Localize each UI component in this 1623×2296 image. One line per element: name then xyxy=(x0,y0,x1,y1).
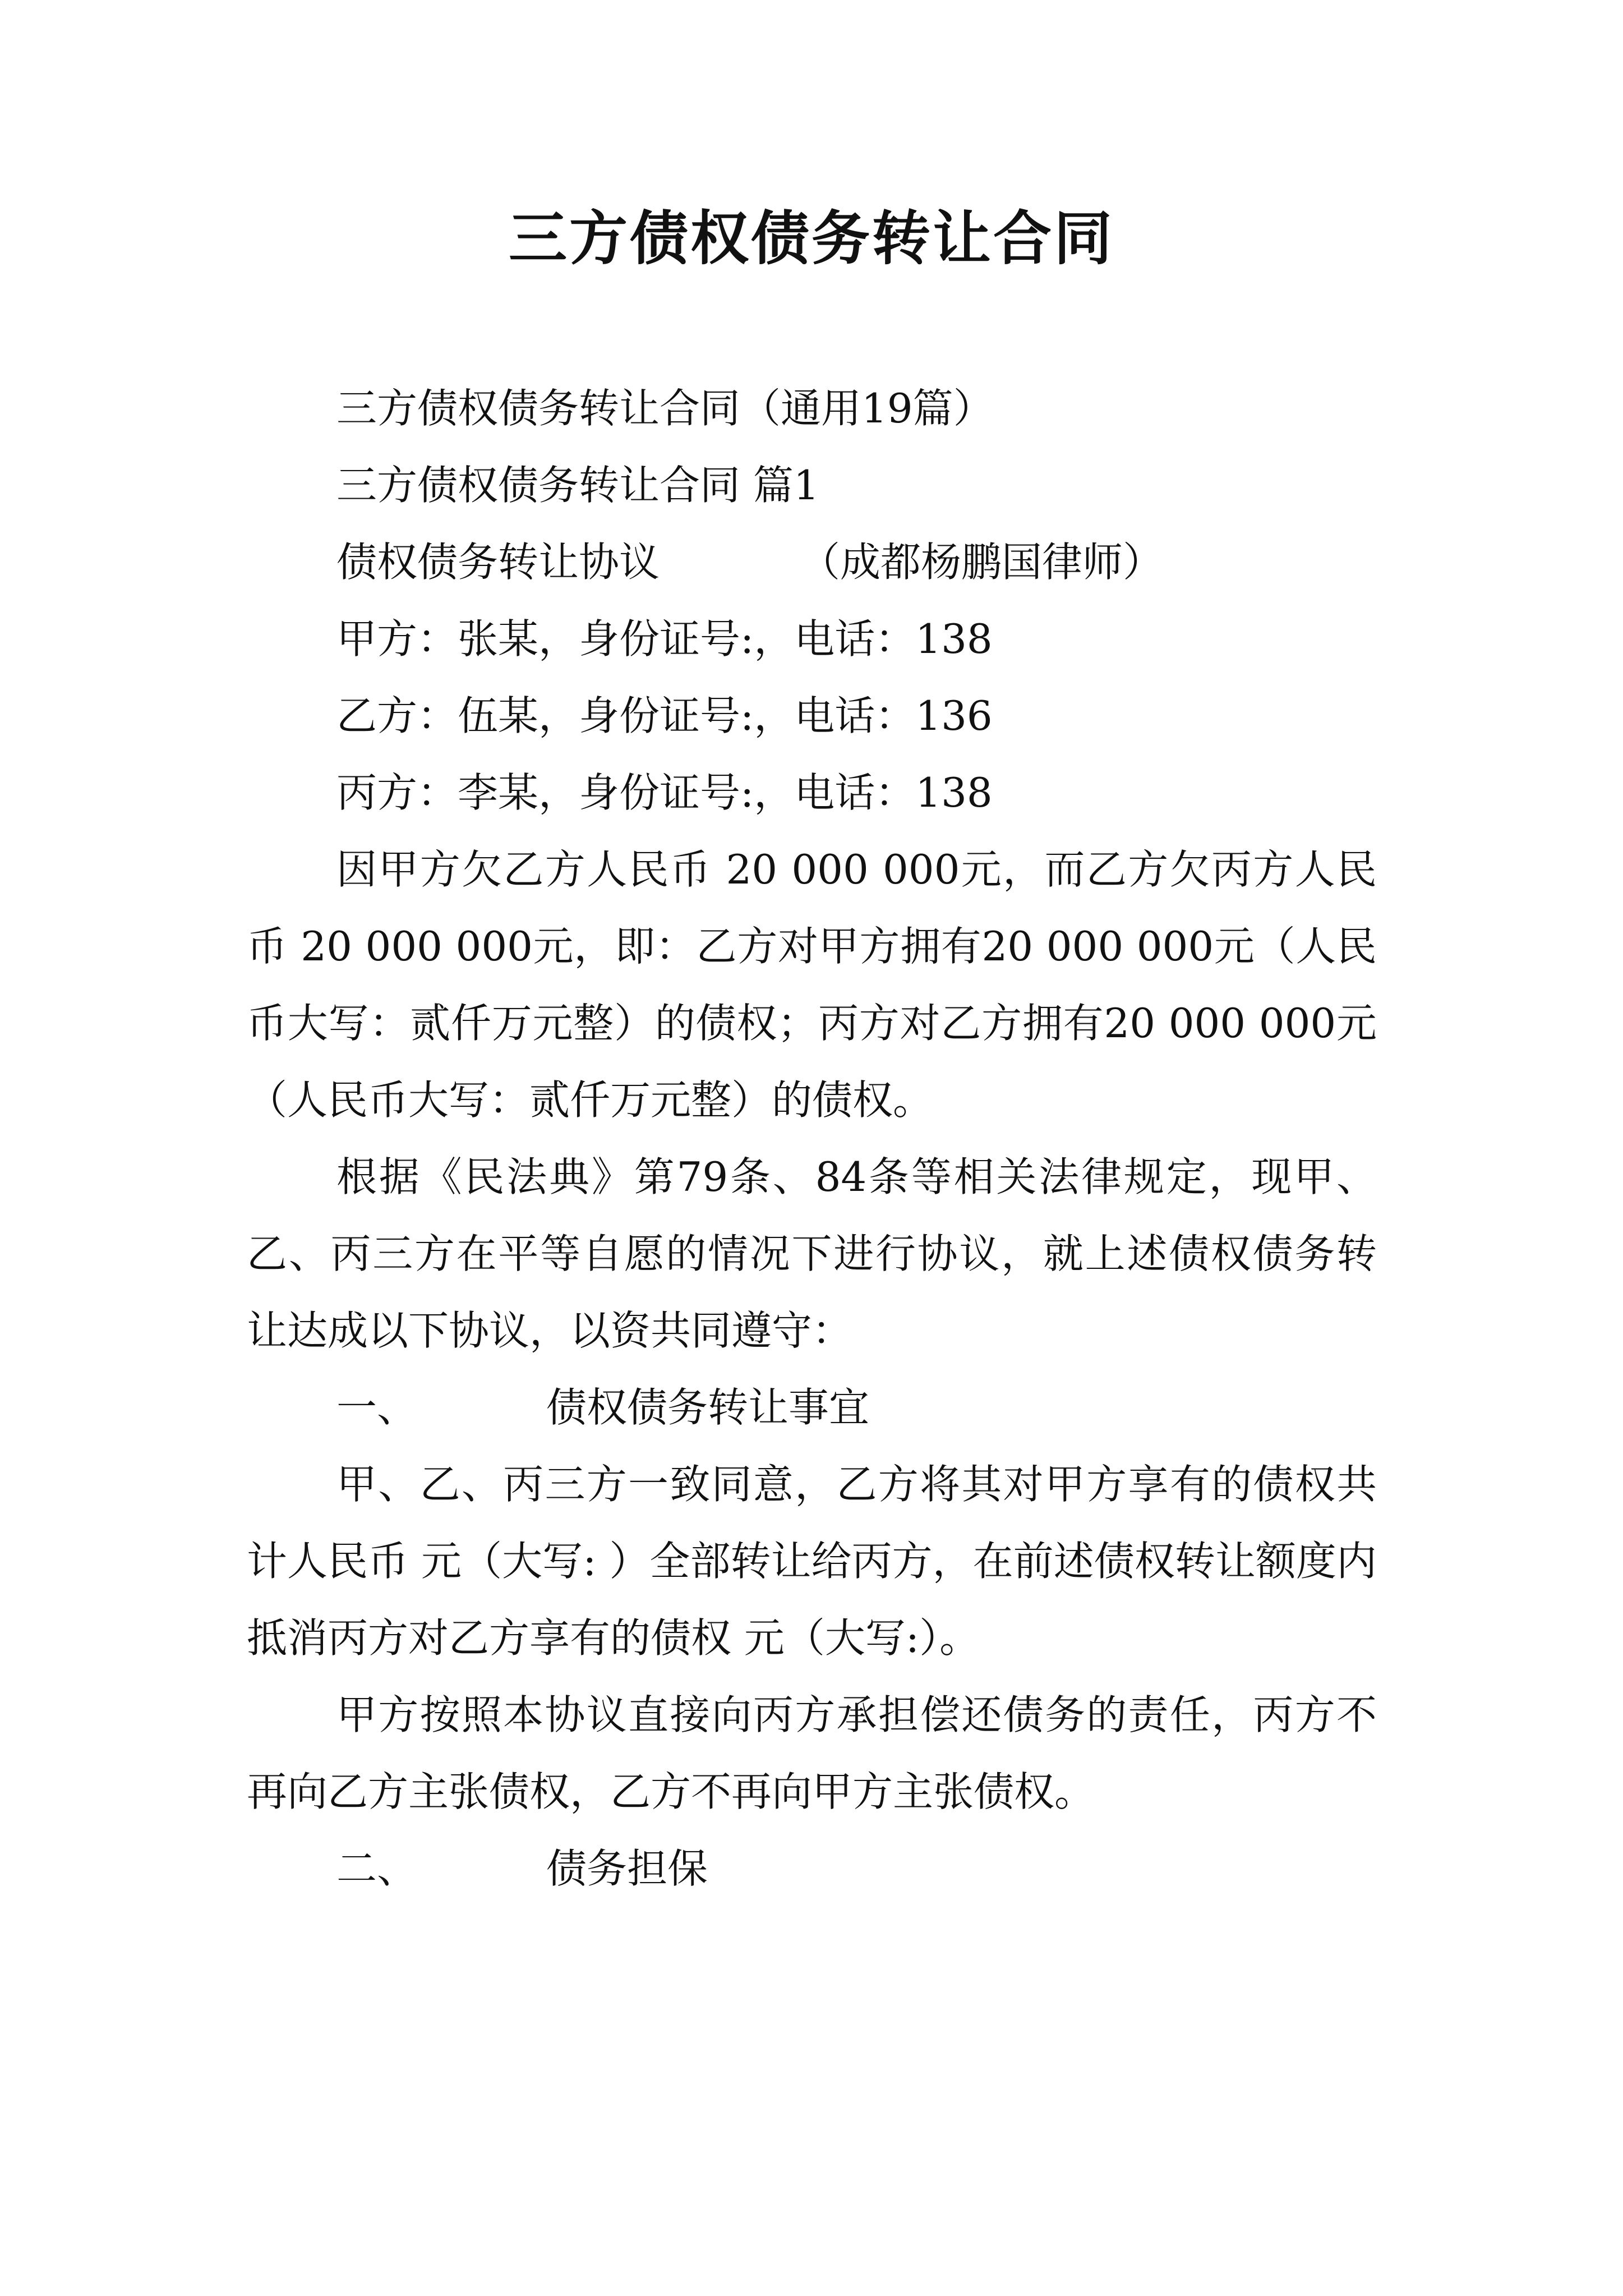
paragraph-debt-background: 因甲方欠乙方人民币 20 000 000元，而乙方欠丙方人民币 20 000 000元，即：乙方对甲方拥有20 000 000元（人民币大写：贰仟万元整）的债权；丙方对乙方拥有20 000 000元（人民币大写：贰仟万元整）的债权。 xyxy=(247,846,1377,1124)
agreement-line xyxy=(247,524,1377,601)
section-heading-text: 债权债务转让事宜 xyxy=(546,1384,870,1431)
document-body xyxy=(247,370,1377,1907)
party-b: 乙方：伍某，身份证号:，电话：136 xyxy=(336,692,993,739)
section-heading-text: 债务担保 xyxy=(546,1845,708,1892)
paragraph-legal-basis: 根据《民法典》第79条、84条等相关法律规定，现甲、乙、丙三方在平等自愿的情况下进行协议，就上述债权债务转让达成以下协议，以资共同遵守： xyxy=(247,1153,1377,1354)
paragraph-article-title: 三方债权债务转让合同 篇1 xyxy=(336,462,819,509)
section-number: 二、 xyxy=(336,1845,418,1892)
paragraph-general-title: 三方债权债务转让合同（通用19篇） xyxy=(336,385,994,432)
agreement-name: 债权债务转让协议 xyxy=(336,539,660,586)
party-a: 甲方：张某，身份证号:，电话：138 xyxy=(336,615,993,662)
paragraph-repayment-responsibility: 甲方按照本协议直接向丙方承担偿还债务的责任，丙方不再向乙方主张债权，乙方不再向甲方主张债权。 xyxy=(247,1691,1377,1815)
section-number: 一、 xyxy=(336,1384,418,1431)
document-title: 三方债权债务转让合同 xyxy=(508,204,1114,273)
section-heading-1 xyxy=(247,1369,1377,1446)
section-heading-2 xyxy=(247,1830,1377,1907)
paragraph-transfer-terms: 甲、乙、丙三方一致同意，乙方将其对甲方享有的债权共计人民币 元（大写: ）全部转让给丙方，在前述债权转让额度内抵消丙方对乙方享有的债权 元（大写:）。 xyxy=(247,1461,1377,1662)
agreement-author: （成都杨鹏国律师） xyxy=(800,539,1164,586)
party-c: 丙方：李某，身份证号:，电话：138 xyxy=(336,769,993,816)
